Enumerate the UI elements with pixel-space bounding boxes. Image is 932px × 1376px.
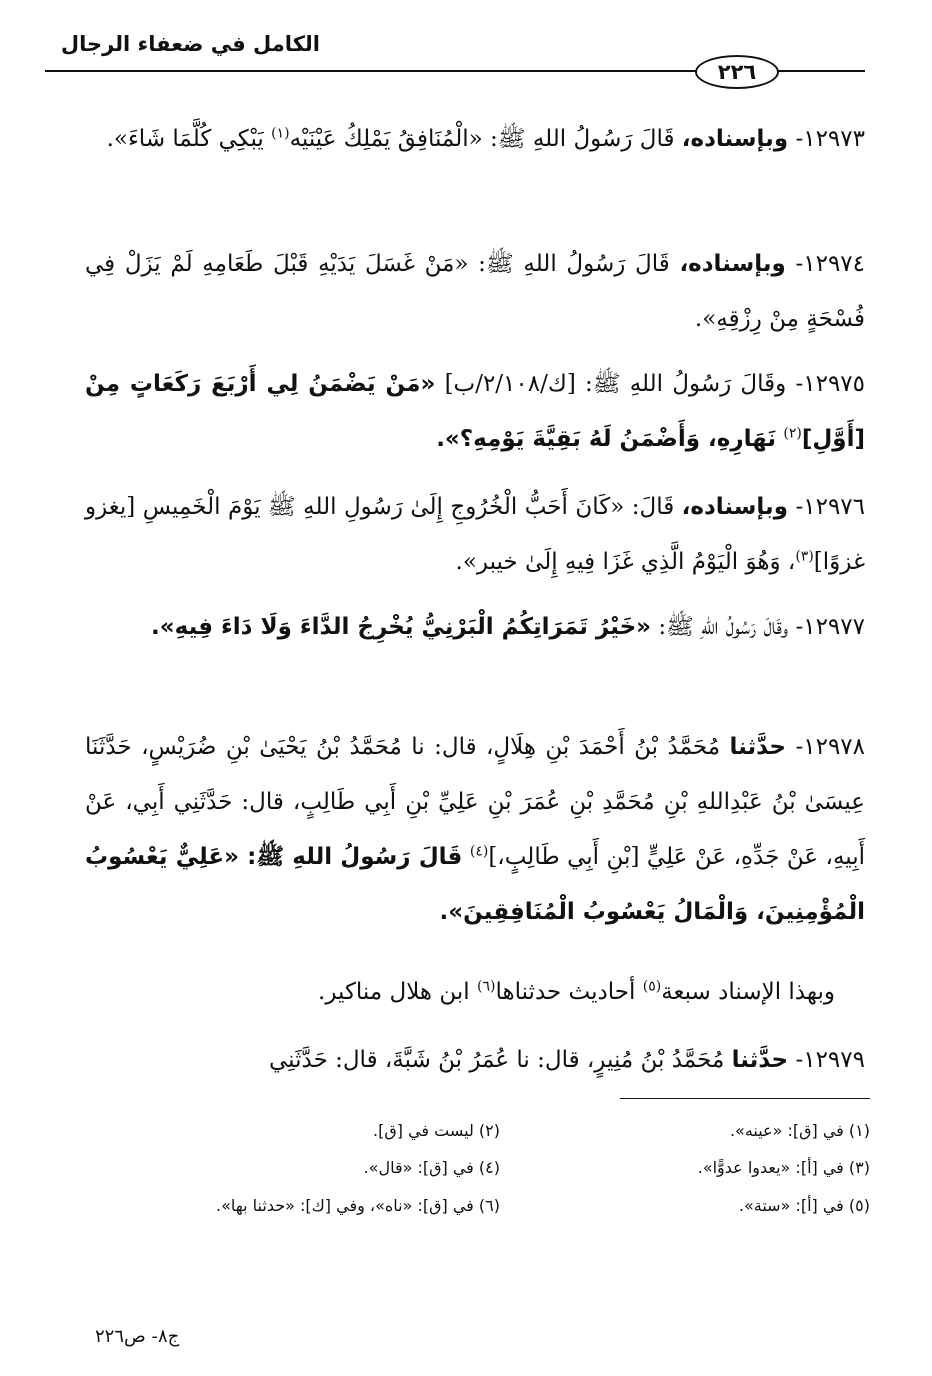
entry-text: قَالَ: «كَانَ أَحَبُّ الْخُرُوجِ إِلَىٰ رَسُولِ اللهِ ﷺ يَوْمَ الْخَمِيسِ [يغزو غزوًا] <box>85 494 865 575</box>
entry-12973 <box>85 112 865 167</box>
entry-text: «خَيْرُ تَمَرَاتِكُمُ الْبَرْنِيُّ يُخْرِجُ الدَّاءَ وَلَا دَاءَ فِيهِ». <box>151 614 652 640</box>
book-title: الكامل في ضعفاء الرجال <box>60 32 320 56</box>
remark-part2: أحاديث حدثناها <box>495 979 636 1005</box>
entry-12975 <box>85 357 865 467</box>
entry-number: ١٢٩٧٤- <box>795 251 866 277</box>
footnote-ref: (٥) <box>642 978 662 995</box>
entry-text: «مَنْ يَضْمَنُ لِي أَرْبَعَ رَكَعَاتٍ مِنْ [أَوَّلِ] <box>85 371 865 452</box>
entry-number: ١٢٩٧٣- <box>795 126 865 152</box>
footnote-ref: (٣) <box>795 548 814 565</box>
footnote-6: (٦) في [ق]: «ناه»، وفي [ك]: «حدثنا بها». <box>216 1196 500 1215</box>
entry-12978 <box>85 720 865 940</box>
footnote-ref: (٤) <box>469 843 489 860</box>
entry-12977 <box>85 600 865 655</box>
entry-number: ١٢٩٧٩- <box>795 1047 865 1073</box>
entry-tail: ، وَهُوَ الْيَوْمُ الَّذِي غَزَا فِيهِ إِلَىٰ خيبر». <box>455 549 796 575</box>
entry-number: ١٢٩٧٥- <box>795 371 866 397</box>
page-footer: ج٨- ص٢٢٦ <box>95 1326 180 1347</box>
entry-tail: نَهَارِهِ، وَأَضْمَنُ لَهُ بَقِيَّةَ يَوْمِهِ؟». <box>436 426 777 452</box>
footnote-rule <box>620 1098 870 1099</box>
remark-part3: ابن هلال مناكير. <box>318 979 470 1005</box>
entry-text: مُحَمَّدُ بْنُ مُنِيرٍ، قال: نا عُمَرُ بْنُ شَبَّةَ، قال: حَدَّثَنِي <box>268 1047 725 1073</box>
entry-number: ١٢٩٧٦- <box>795 494 866 520</box>
entry-number: ١٢٩٧٨- <box>795 734 866 760</box>
entry-12979 <box>85 1033 865 1088</box>
entry-text: قَالَ رَسُولُ اللهِ ﷺ: «مَنْ غَسَلَ يَدَيْهِ قَبْلَ طَعَامِهِ لَمْ يَزَلْ فِي فُسْحَةٍ مِنْ رِزْقِهِ». <box>85 251 865 332</box>
entry-lead: وبإسناده، <box>681 126 789 152</box>
footnote-ref: (٢) <box>783 425 802 442</box>
remark-part1: وبهذا الإسناد سبعة <box>661 979 835 1005</box>
footnote-ref: (٦) <box>477 978 496 995</box>
entry-tail: يَبْكِي كُلَّمَا شَاءَ». <box>106 126 264 152</box>
entry-lead: وقَالَ رَسُولُ اللهِ ﷺ: <box>658 614 789 640</box>
entry-lead: وقَالَ رَسُولُ اللهِ ﷺ: [ك/٢/١٠٨/ب] <box>444 371 787 397</box>
entry-lead: حدَّثنا <box>731 1047 789 1073</box>
entry-text: قَالَ رَسُولُ اللهِ ﷺ: «الْمُنَافِقُ يَمْلِكُ عَيْنَيْه <box>289 126 675 152</box>
entry-lead: حدَّثنا <box>729 734 787 760</box>
entry-12976 <box>85 480 865 590</box>
footnote-4: (٤) في [ق]: «قال». <box>363 1158 500 1177</box>
footnote-ref: (١) <box>271 125 290 142</box>
page-number: ٢٢٦ <box>695 55 779 89</box>
remark <box>85 965 865 1020</box>
footnote-3: (٣) في [أ]: «يعدوا عدوًّا». <box>697 1158 870 1177</box>
footnote-1: (١) في [ق]: «عينه». <box>729 1121 870 1140</box>
entry-number: ١٢٩٧٧- <box>795 614 865 640</box>
footnote-2: (٢) ليست في [ق]. <box>373 1121 500 1140</box>
entry-text: مُحَمَّدُ بْنُ أَحْمَدَ بْنِ هِلَالٍ، قال: نا مُحَمَّدُ بْنُ يَحْيَىٰ بْنِ ضُرَيْسٍ، حَدَّثَنَا عِيسَىٰ بْنُ عَبْدِاللهِ بْنِ مُحَمَّدِ بْنِ عُمَرَ بْنِ عَلِيِّ بْنِ أَبِي طَالِبٍ، قال: حَدَّثَنِي أَبِي، عَنْ أَبِيهِ، عَنْ جَدِّهِ، عَنْ عَلِيٍّ [بْنِ أَبِي طَالِبٍ،] <box>85 734 866 870</box>
entry-tail: قَالَ رَسُولُ اللهِ ﷺ: «عَلِيٌّ يَعْسُوبُ الْمُؤْمِنِينَ، وَالْمَالُ يَعْسُوبُ الْمُنَافِقِينَ». <box>85 844 865 925</box>
entry-lead: وبإسناده، <box>681 494 788 520</box>
entry-12974 <box>85 237 865 347</box>
entry-lead: وبإسناده، <box>679 251 786 277</box>
footnote-5: (٥) في [أ]: «ستة». <box>738 1196 870 1215</box>
